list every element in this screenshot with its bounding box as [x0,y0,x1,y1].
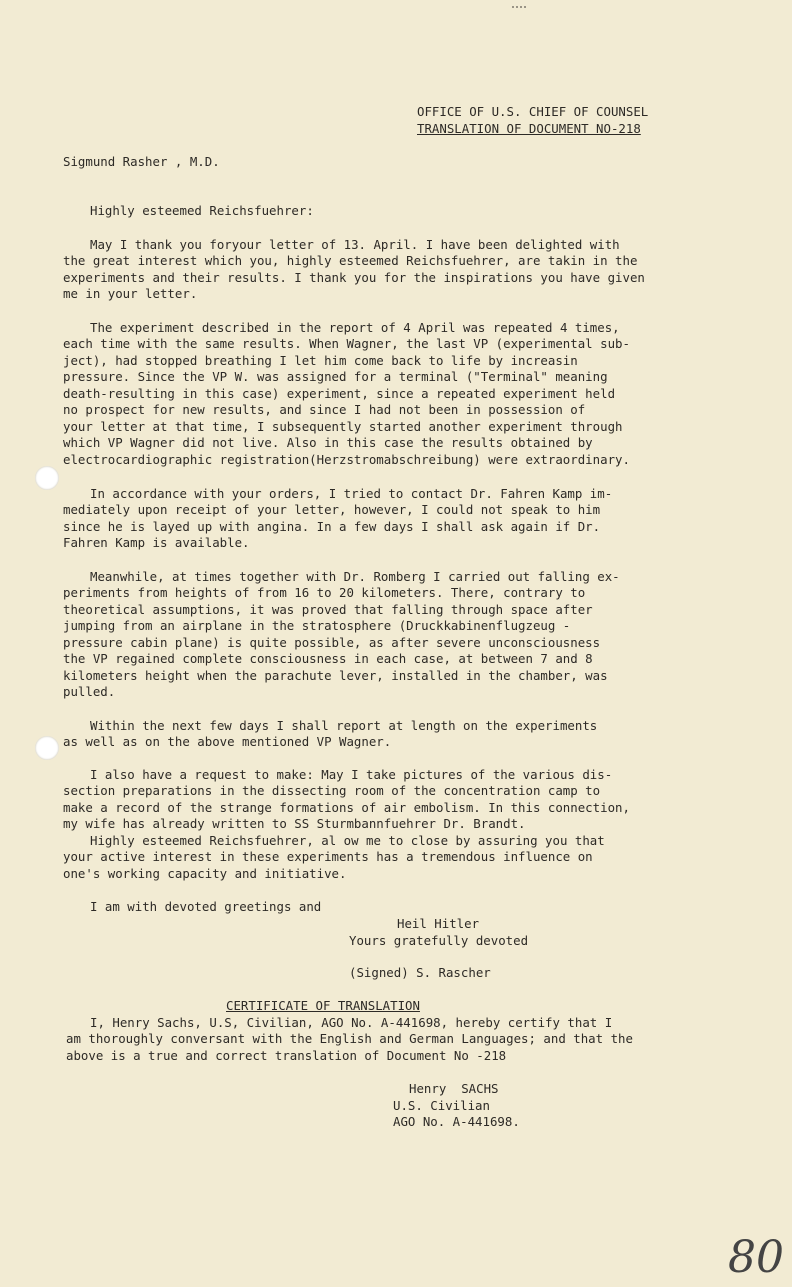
certificate-title: CERTIFICATE OF TRANSLATION [226,998,420,1013]
translator-status: U.S. Civilian [393,1098,490,1113]
paragraph-line: me in your letter. [63,286,198,301]
paragraph-line: your active interest in these experiments has a tremendous influence on [63,849,593,864]
top-edge-mark [512,0,526,8]
paragraph-line: Meanwhile, at times together with Dr. Romberg I carried out falling ex- [90,569,620,584]
paragraph-line: mediately upon receipt of your letter, however, I could not speak to him [63,502,601,517]
closing-signature: (Signed) S. Rascher [349,965,491,980]
page-number: 80 [728,1232,784,1283]
paragraph-line: no prospect for new results, and since I had not been in possession of [63,402,586,417]
header-translation: TRANSLATION OF DOCUMENT NO-218 [417,121,641,136]
paragraph-line: kilometers height when the parachute lever, installed in the chamber, was [63,668,608,683]
paragraph-line: electrocardiographic registration(Herzstromabschreibung) were extraordinary. [63,452,630,467]
paragraph-line: each time with the same results. When Wagner, the last VP (experimental sub- [63,336,630,351]
paragraph-line: pressure. Since the VP W. was assigned for a terminal ("Terminal" meaning [63,369,608,384]
paragraph-line: one's working capacity and initiative. [63,866,347,881]
certificate-line: am thoroughly conversant with the English and German Languages; and that the [66,1031,633,1046]
paragraph-line: section preparations in the dissecting room of the concentration camp to [63,783,601,798]
paragraph-line: The experiment described in the report of 4 April was repeated 4 times, [90,320,620,335]
paragraph-line: Highly esteemed Reichsfuehrer, al ow me to close by assuring you that [90,833,605,848]
paragraph-line: pressure cabin plane) is quite possible, as after severe unconsciousness [63,635,601,650]
paragraph-line: as well as on the above mentioned VP Wagner. [63,734,392,749]
translator-ago: AGO No. A-441698. [393,1114,520,1129]
header-office: OFFICE OF U.S. CHIEF OF COUNSEL [417,104,649,119]
paragraph-line: jumping from an airplane in the stratosphere (Druckkabinenflugzeug - [63,618,571,633]
paragraph-line: ject), had stopped breathing I let him come back to life by increasin [63,353,578,368]
certificate-line: I, Henry Sachs, U.S, Civilian, AGO No. A-441698, hereby certify that I [90,1015,613,1030]
punch-hole [35,736,59,760]
punch-hole [35,466,59,490]
paragraph-line: your letter at that time, I subsequently started another experiment through [63,419,623,434]
closing-yours: Yours gratefully devoted [349,933,529,948]
translator-name: Henry SACHS [409,1081,499,1096]
paragraph-line: Within the next few days I shall report at length on the experiments [90,718,598,733]
paragraph-line: periments from heights of from 16 to 20 kilometers. There, contrary to [63,585,586,600]
closing-greeting: I am with devoted greetings and [90,899,322,914]
paragraph-line: which VP Wagner did not live. Also in this case the results obtained by [63,435,593,450]
closing-heil: Heil Hitler [397,916,480,931]
paragraph-line: pulled. [63,684,116,699]
paragraph-line: In accordance with your orders, I tried to contact Dr. Fahren Kamp im- [90,486,613,501]
paragraph-line: experiments and their results. I thank you for the inspirations you have given [63,270,645,285]
salutation: Highly esteemed Reichsfuehrer: [90,203,314,218]
paragraph-line: the great interest which you, highly esteemed Reichsfuehrer, are takin in the [63,253,638,268]
paragraph-line: the VP regained complete consciousness in each case, at between 7 and 8 [63,651,593,666]
paragraph-line: May I thank you foryour letter of 13. April. I have been delighted with [90,237,620,252]
paragraph-line: my wife has already written to SS Sturmbannfuehrer Dr. Brandt. [63,816,526,831]
sender-name: Sigmund Rasher , M.D. [63,154,220,169]
paragraph-line: theoretical assumptions, it was proved that falling through space after [63,602,593,617]
paragraph-line: death-resulting in this case) experiment, since a repeated experiment held [63,386,616,401]
paragraph-line: I also have a request to make: May I take pictures of the various dis- [90,767,613,782]
paragraph-line: since he is layed up with angina. In a few days I shall ask again if Dr. [63,519,601,534]
paragraph-line: Fahren Kamp is available. [63,535,250,550]
certificate-line: above is a true and correct translation of Document No -218 [66,1048,507,1063]
paragraph-line: make a record of the strange formations of air embolism. In this connection, [63,800,630,815]
